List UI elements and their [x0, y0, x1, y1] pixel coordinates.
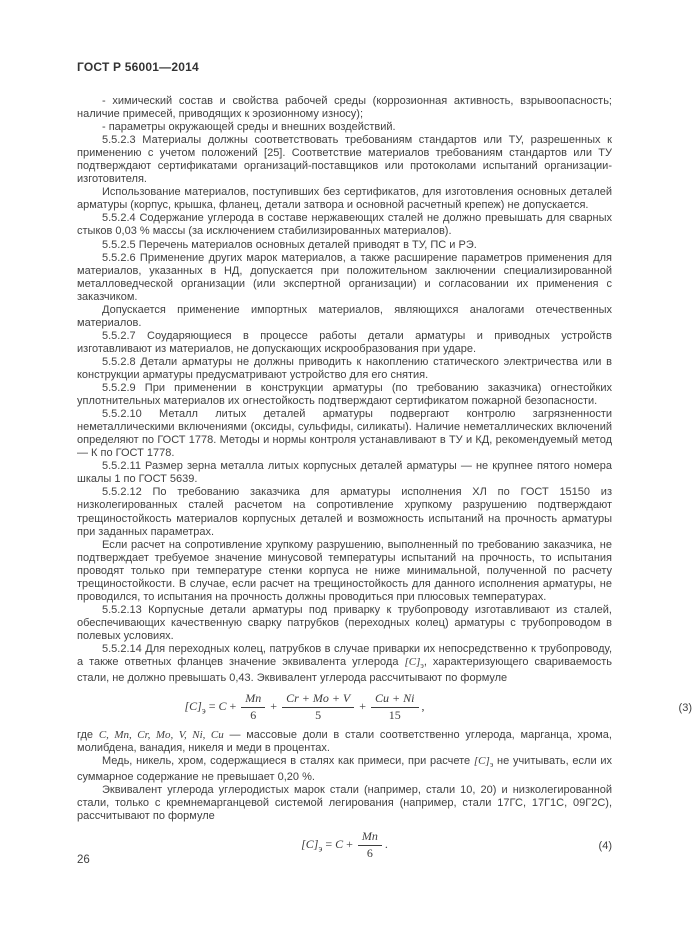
fraction-mn-6: $\frac{Mn}{6}$	[358, 830, 382, 861]
clause-5-5-2-5: 5.5.2.5 Перечень материалов основных деталей приводят в ТУ, ПС и РЭ.	[102, 238, 477, 251]
carbon-equivalent-symbol: $[C]_э$	[473, 754, 494, 770]
paragraph-no-certificates: Использование материалов, поступивших без сертификатов, для изготовления основных деталей арматуры (корпус, крышка, фланец, детали затвора и основной расчетный крепеж) не допускается.	[77, 186, 612, 212]
page-number: 26	[77, 854, 90, 866]
formula-number: (3)	[678, 701, 692, 714]
formula-lhs: $[C]_э$	[301, 837, 323, 854]
formula-number: (4)	[598, 839, 612, 852]
clause-5-5-2-14	[77, 643, 612, 685]
note-text: не учитывать, если их суммарное содержание не превышает 0,20 %.	[77, 754, 613, 784]
paragraph-copper-note	[77, 755, 612, 784]
list-item-environment: - параметры окружающей среды и внешних воздействий.	[102, 121, 396, 134]
clause-5-5-2-8: 5.5.2.8 Детали арматуры не должны приводить к накоплению статического электричества или в конструкции арматуры предусматривают устройство для его снятия.	[77, 355, 612, 381]
clause-5-5-2-4: 5.5.2.4 Содержание углерода в составе нержавеющих сталей не должно превышать для сварных стыков 0,03 % массы (за исключением стабилизированных материалов).	[77, 212, 612, 238]
page-header-standard-number: ГОСТ Р 56001—2014	[77, 60, 199, 74]
paragraph-brittle-fracture: Если расчет на сопротивление хрупкому разрушению, выполненный по требованию заказчика, не подтверждает требуемое значение минусовой температуры испытаний на прочность, то испытания проводят только при температуре стенки корпуса не ниже минимальной, полученной по расчету трещиностойкости. В случае, если расчет на трещиностойкость для данного исполнения арматуры, не проводился, то испытания на прочность должны проводиться при плюсовых температурах.	[77, 538, 612, 603]
legend-lead: где	[77, 728, 99, 741]
clause-5-5-2-9: 5.5.2.9 При применении в конструкции арматуры (по требованию заказчика) огнестойких уплотнительных материалов их огнестойкость подтверждают сертификатом пожарной безопасности.	[77, 382, 612, 408]
clause-text: 5.5.2.14 Для переходных колец, патрубков в случае приварки их непосредственно к трубопроводу, а также ответных фланцев значение эквивалента углерода	[77, 642, 612, 669]
legend-tail: — массовые доли в стали соответственно углерода, марганца, хрома, молибдена, ванадия, никеля и меди в процентах.	[77, 728, 612, 754]
document-body	[77, 95, 692, 867]
clause-5-5-2-3: 5.5.2.3 Материалы должны соответствовать требованиям стандартов или ТУ, разрешенных к применению с учетом положений [25]. Соответствие материалов требованиям стандартов или ТУ подтверждают сертификатами организаций-поставщиков или протоколами испытаний организации-изготовителя.	[77, 134, 612, 186]
clause-5-5-2-12: 5.5.2.12 По требованию заказчика для арматуры исполнения ХЛ по ГОСТ 15150 из низколегированных сталей расчетом на сопротивление хрупкому разрушению подтверждают трещиностойкость материалов корпусных деталей и возможность испытаний на прочность арматуры при заданных параметрах.	[77, 486, 612, 538]
formula-term: C	[335, 837, 344, 852]
note-text: Медь, никель, хром, содержащиеся в сталях как примеси, при расчете	[102, 754, 474, 767]
clause-5-5-2-11: 5.5.2.11 Размер зерна металла литых корпусных деталей арматуры — не крупнее пятого номера шкалы 1 по ГОСТ 5639.	[77, 460, 612, 486]
fraction-cuni-15: $\frac{Cu + Ni}{15}$	[371, 692, 418, 723]
fraction-mn-6: $\frac{Mn}{6}$	[241, 692, 265, 723]
clause-5-5-2-10: 5.5.2.10 Металл литых деталей арматуры подвергают контролю загрязненности неметаллическими включениями (оксиды, сульфиды, силикаты). Наличие неметаллических включений определяют по ГОСТ 1778. Методы и нормы контроля устанавливают в ТУ и КД, рекомендуемый метод — К по ГОСТ 1778.	[77, 408, 612, 460]
formula-term: C	[218, 699, 227, 714]
fraction-crmov-5: $\frac{Cr + Mo + V}{5}$	[282, 692, 354, 723]
formula-3	[77, 691, 692, 723]
paragraph-imported-materials: Допускается применение импортных материалов, являющихся аналогами отечественных материалов.	[77, 303, 612, 329]
clause-5-5-2-6: 5.5.2.6 Применение других марок материалов, а также расширение параметров применения для материалов, указанных в НД, допускается при положительном заключении специализированной металловедческой организации (или экспертной организации) и согласовании их применения с заказчиком.	[77, 251, 612, 303]
formula-4	[77, 830, 612, 861]
formula-legend	[77, 729, 612, 755]
clause-5-5-2-13: 5.5.2.13 Корпусные детали арматуры под приварку к трубопроводу изготавливают из сталей, обеспечивающих качественную сварку патрубков (переходных колец) арматуры с трубопроводом в полевых условиях.	[77, 603, 612, 642]
carbon-equivalent-symbol: $[C]_э$	[404, 656, 424, 671]
clause-5-5-2-7: 5.5.2.7 Соударяющиеся в процессе работы детали арматуры и приводных устройств изготавливают из материалов, не допускающих искрообразования при ударе.	[77, 329, 612, 355]
paragraph-carbon-steel-equivalent: Эквивалент углерода углеродистых марок стали (например, стали 10, 20) и низколегированной стали, только с кремнемарганцевой системой легирования (например, стали 17ГС, 17Г1С, 09Г2С), рассчитывают по формуле	[77, 784, 612, 823]
list-item-working-medium: - химический состав и свойства рабочей среды (коррозионная активность, взрывоопасность; наличие примесей, приводящих к эрозионному износу);	[77, 95, 612, 121]
formula-4-expression: $[C]_э = C$ + $\frac{Mn}{6}$ .	[301, 829, 388, 861]
formula-lhs: $[C]_э$	[184, 699, 206, 716]
formula-3-expression: $[C]_э = C$ + $\frac{Mn}{6}$ + $\frac{Cr + Mo + V}{5}$ + $\frac{Cu + Ni}{15}$ ,	[184, 691, 425, 723]
clause-text: , характеризующего свариваемость стали, не должно превышать 0,43. Эквивалент углерода рассчитывают по формуле	[77, 656, 612, 685]
legend-variables: C, Mn, Cr, Mo, V, Ni, Cu	[98, 728, 224, 741]
